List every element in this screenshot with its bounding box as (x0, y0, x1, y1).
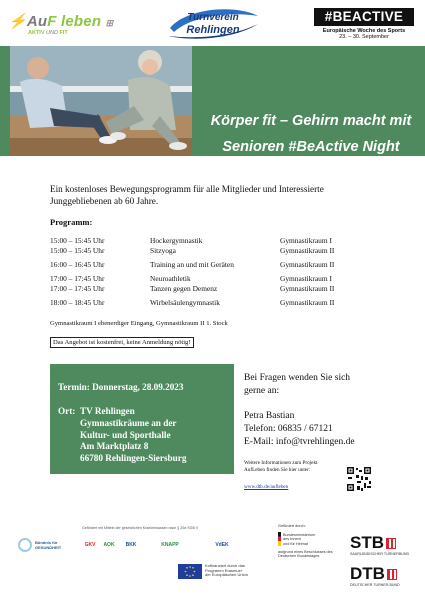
address-line: Am Marktplatz 8 (80, 441, 149, 452)
bmi-line3: und für Heimat (283, 541, 308, 546)
address-line: Kultur- und Sporthalle (80, 429, 171, 440)
sponsor-line: Gefördert mit Mitteln der gesetzlichen Krankenkassen nach § 20a SGB V (82, 526, 199, 530)
aufleben-tagline-und: UND (46, 30, 58, 36)
beactive-dates: 23. – 30. September (339, 34, 389, 40)
beactive-subtitle: Europäische Woche des Sports (322, 28, 406, 34)
address-line: TV Rehlingen (80, 406, 135, 416)
event-date: Termin: Donnerstag, 28.09.2023 (58, 382, 184, 392)
program-time: 18:00 – 18:45 Uhr (50, 298, 105, 307)
sponsor-logo-vdek: VdEK (215, 542, 229, 548)
eu-flag-icon (178, 564, 202, 579)
contact-question (244, 372, 414, 398)
contact-details (244, 410, 419, 449)
contact-question-line1: Bei Fragen wenden Sie sich (244, 373, 351, 383)
program-activity: Hockergymnastik (150, 236, 203, 245)
stb-wordmark: STB (350, 533, 384, 552)
program-activity: Sitzyoga (150, 246, 176, 255)
program-room: Gymnastikraum II (280, 246, 335, 255)
program-activity: Wirbelsäulengymnastik (150, 298, 220, 307)
intro-text: Ein kostenloses Bewegungsprogramm für alle Mitglieder und Interessierte Junggebliebenen ab 60 Jahre. (50, 184, 324, 206)
qr-code-icon (346, 466, 372, 492)
address-line: 66780 Rehlingen-Siersburg (80, 453, 187, 464)
more-info-line1: Weitere Informationen zum Projekt (244, 460, 318, 466)
rooms-note: Gymnastikraum I ebenerdiger Eingang, Gymnastikraum II 1. Stock (50, 320, 228, 327)
more-info-text (244, 460, 344, 473)
program-time: 17:00 – 17:45 Uhr (50, 284, 105, 293)
banner-title-line2: Senioren #BeActive Night (222, 139, 400, 155)
program-room: Gymnastikraum I (280, 236, 332, 245)
location-address (80, 406, 186, 465)
dtb-subtitle: DEUTSCHER TURNER-BUND (350, 583, 400, 587)
buendnis-gesundheit-logo (18, 538, 66, 554)
tv-rehlingen-logo (166, 6, 260, 40)
bmi-line1: Bundesministerium (283, 533, 316, 538)
contact-email: E-Mail: info@tvrehlingen.de (244, 437, 355, 447)
contact-question-line2: gerne an: (244, 386, 280, 396)
stb-emblem-icon (386, 538, 396, 549)
beactive-logo (314, 8, 414, 46)
sponsor-logo-knapp: KNAPP (161, 542, 179, 548)
program-time: 15:00 – 15:45 Uhr (50, 246, 105, 255)
sponsor-logo-gkv: GKV (84, 542, 96, 548)
dtb-wordmark: DTB (350, 564, 385, 583)
program-time: 17:00 – 17:45 Uhr (50, 274, 105, 283)
eu-text-line3: der Europäischen Union (205, 572, 248, 578)
aufleben-wordmark-a: Au (26, 13, 48, 30)
aufleben-wordmark-b: F leben (47, 13, 102, 30)
location-label: Ort: (58, 406, 76, 416)
free-admission-note: Das Angebot ist kostenfrei, keine Anmeldung nötig! (50, 337, 194, 348)
program-room: Gymnastikraum II (280, 284, 335, 293)
logo-mark-icon: ⚡ (8, 13, 27, 30)
program-row (50, 236, 390, 246)
beactive-tag: #BEACTIVE (314, 8, 414, 26)
german-flag-icon (278, 532, 281, 546)
eu-text-line1: Kofinanziert durch das (205, 563, 245, 568)
bmi-bundestag-text: aufgrund eines Beschlusses des Deutschen Bundestages (278, 550, 333, 559)
eu-cofunding-text (205, 564, 285, 578)
program-row (50, 246, 390, 256)
program-time: 16:00 – 16:45 Uhr (50, 260, 105, 269)
dtb-emblem-icon (387, 569, 397, 580)
club-name-line2: Rehlingen (186, 24, 240, 36)
buendnis-text-line1: Bündnis für (35, 540, 58, 545)
program-room: Gymnastikraum II (280, 260, 335, 269)
hero-banner (0, 46, 425, 156)
banner-title-line1: Körper fit – Gehirn macht mit (210, 113, 412, 129)
sponsor-logo-aok: AOK (103, 542, 115, 548)
buendnis-text-line2: GESUNDHEIT (35, 544, 62, 550)
program-time: 15:00 – 15:45 Uhr (50, 236, 105, 245)
eu-text-line2: Programm Erasmus+ (205, 567, 243, 573)
aufleben-logo (8, 12, 158, 42)
program-activity: Tanzen gegen Demenz (150, 284, 218, 293)
program-activity: Training an und mit Geräten (150, 260, 234, 269)
contact-phone: Telefon: 06835 / 67121 (244, 424, 333, 434)
program-room: Gymnastikraum II (280, 298, 335, 307)
bmi-line2: des Innern (283, 537, 301, 542)
program-room: Gymnastikraum I (280, 274, 332, 283)
stb-logo (350, 534, 420, 556)
banner-title (200, 108, 422, 156)
program-row (50, 284, 390, 294)
ornament-icon: ⊞ (105, 18, 114, 28)
program-row (50, 298, 390, 308)
dtb-logo (350, 565, 420, 587)
program-heading: Programm: (50, 217, 93, 227)
aufleben-tagline-fit: FIT (59, 30, 68, 36)
stb-subtitle: SAARLÄNDISCHER TURNERBUND (350, 552, 410, 556)
sponsor-logo-bkk: BKK (125, 542, 137, 548)
more-info-line2: AufLeben finden Sie hier unter: (244, 466, 311, 473)
club-name-line1: Turnverein (187, 12, 239, 23)
buendnis-circle-icon (18, 538, 32, 552)
bmi-logo (278, 524, 340, 559)
program-row (50, 260, 390, 270)
event-info-box (50, 364, 234, 474)
bmi-funded-by: Gefördert durch: (278, 524, 306, 528)
contact-name: Petra Bastian (244, 411, 295, 421)
program-row (50, 274, 390, 284)
program-activity: Neuroathletik (150, 274, 191, 283)
address-line: Gymnastikräume an der (80, 417, 177, 428)
aufleben-tagline-aktiv: AKTIV (28, 30, 45, 36)
project-link[interactable]: www.dtb.de/aufleben (244, 484, 289, 490)
seniors-photo (10, 46, 192, 156)
